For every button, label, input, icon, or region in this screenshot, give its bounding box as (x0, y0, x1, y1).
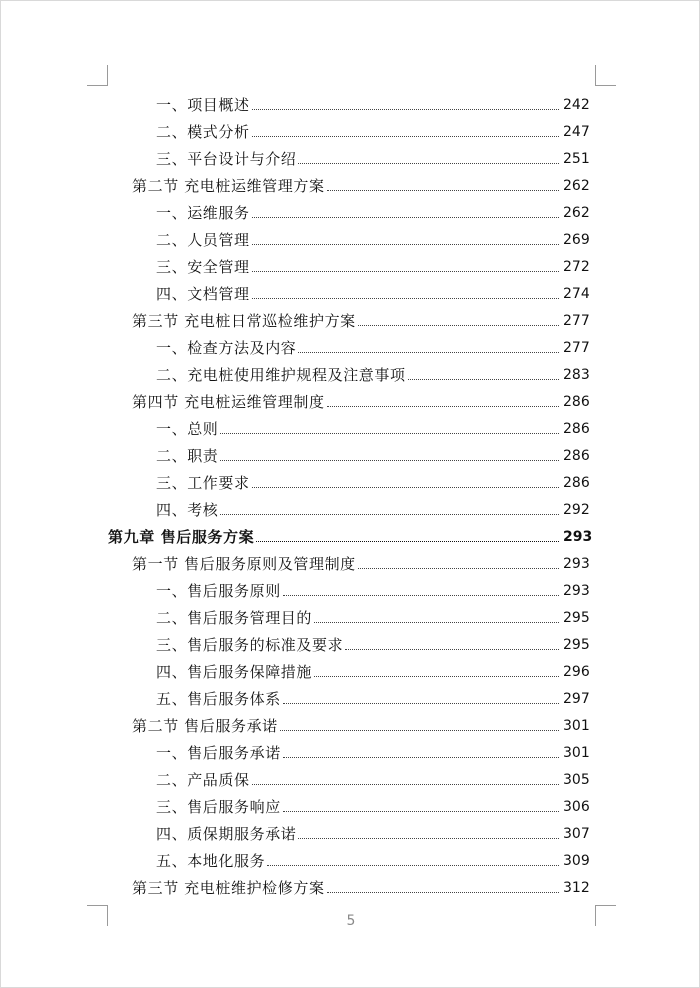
toc-entry-title: 二、职责 (156, 447, 219, 465)
toc-section-entry[interactable] (1, 710, 700, 736)
toc-subsection-entry[interactable] (1, 143, 700, 169)
toc-entry-title: 三、售后服务的标准及要求 (156, 636, 344, 654)
dot-leader (252, 270, 559, 272)
toc-subsection-entry[interactable] (1, 89, 700, 115)
toc-entry-page-number: 274 (563, 286, 590, 302)
dot-leader (267, 864, 559, 866)
toc-subsection-entry[interactable] (1, 116, 700, 142)
page-number: 5 (346, 913, 356, 929)
toc-entry-title: 二、充电桩使用维护规程及注意事项 (156, 366, 406, 384)
toc-subsection-entry[interactable] (1, 845, 700, 871)
toc-entry-page-number: 286 (563, 475, 590, 491)
dot-leader (314, 675, 559, 677)
dot-leader (256, 540, 559, 542)
toc-entry-title: 五、售后服务体系 (156, 690, 281, 708)
toc-entry-page-number: 283 (563, 367, 590, 383)
toc-entry-page-number: 277 (563, 340, 590, 356)
toc-entry-title: 一、售后服务原则 (156, 582, 281, 600)
toc-entry-page-number: 292 (563, 502, 590, 518)
toc-section-entry[interactable] (1, 386, 700, 412)
toc-section-entry[interactable] (1, 170, 700, 196)
toc-entry-page-number: 269 (563, 232, 590, 248)
dot-leader (252, 135, 559, 137)
toc-entry-title: 四、售后服务保障措施 (156, 663, 313, 681)
toc-entry-title: 三、安全管理 (156, 258, 250, 276)
toc-entry-page-number: 286 (563, 394, 590, 410)
dot-leader (252, 297, 559, 299)
dot-leader (298, 162, 559, 164)
dot-leader (252, 486, 559, 488)
toc-subsection-entry[interactable] (1, 440, 700, 466)
toc-entry-page-number: 306 (563, 799, 590, 815)
dot-leader (280, 729, 559, 731)
toc-entry-page-number: 296 (563, 664, 590, 680)
toc-subsection-entry[interactable] (1, 197, 700, 223)
toc-entry-page-number: 297 (563, 691, 590, 707)
toc-subsection-entry[interactable] (1, 683, 700, 709)
toc-entry-page-number: 309 (563, 853, 590, 869)
dot-leader (252, 216, 559, 218)
toc-entry-page-number: 247 (563, 124, 590, 140)
toc-subsection-entry[interactable] (1, 818, 700, 844)
dot-leader (327, 189, 559, 191)
toc-subsection-entry[interactable] (1, 359, 700, 385)
toc-entry-page-number: 262 (563, 178, 590, 194)
dot-leader (283, 702, 559, 704)
toc-entry-page-number: 293 (563, 583, 590, 599)
toc-entry-title: 二、人员管理 (156, 231, 250, 249)
toc-entry-title: 第三节 充电桩维护检修方案 (132, 879, 325, 897)
toc-subsection-entry[interactable] (1, 656, 700, 682)
toc-subsection-entry[interactable] (1, 224, 700, 250)
toc-entry-title: 五、本地化服务 (156, 852, 266, 870)
toc-entry-title: 一、检查方法及内容 (156, 339, 297, 357)
toc-subsection-entry[interactable] (1, 791, 700, 817)
toc-entry-title: 四、文档管理 (156, 285, 250, 303)
toc-entry-page-number: 312 (563, 880, 590, 896)
toc-entry-title: 一、运维服务 (156, 204, 250, 222)
toc-chapter-entry[interactable] (1, 521, 700, 547)
dot-leader (252, 243, 559, 245)
dot-leader (220, 432, 559, 434)
toc-subsection-entry[interactable] (1, 737, 700, 763)
toc-entry-title: 第九章 售后服务方案 (108, 528, 255, 546)
dot-leader (252, 783, 559, 785)
toc-entry-title: 四、质保期服务承诺 (156, 825, 297, 843)
dot-leader (283, 594, 559, 596)
toc-entry-title: 二、模式分析 (156, 123, 250, 141)
dot-leader (327, 405, 559, 407)
toc-entry-title: 二、售后服务管理目的 (156, 609, 313, 627)
toc-entry-page-number: 295 (563, 610, 590, 626)
toc-subsection-entry[interactable] (1, 332, 700, 358)
corner-mark-top-left (87, 65, 108, 86)
toc-subsection-entry[interactable] (1, 413, 700, 439)
dot-leader (298, 837, 559, 839)
toc-section-entry[interactable] (1, 305, 700, 331)
toc-subsection-entry[interactable] (1, 602, 700, 628)
toc-entry-page-number: 272 (563, 259, 590, 275)
toc-entry-title: 四、考核 (156, 501, 219, 519)
toc-entry-title: 二、产品质保 (156, 771, 250, 789)
toc-subsection-entry[interactable] (1, 467, 700, 493)
toc-entry-page-number: 301 (563, 745, 590, 761)
toc-entry-title: 一、售后服务承诺 (156, 744, 281, 762)
toc-section-entry[interactable] (1, 548, 700, 574)
toc-subsection-entry[interactable] (1, 764, 700, 790)
toc-entry-page-number: 307 (563, 826, 590, 842)
toc-entry-page-number: 295 (563, 637, 590, 653)
toc-subsection-entry[interactable] (1, 251, 700, 277)
dot-leader (283, 756, 559, 758)
toc-subsection-entry[interactable] (1, 575, 700, 601)
dot-leader (220, 459, 559, 461)
dot-leader (327, 891, 559, 893)
dot-leader (358, 567, 559, 569)
toc-entry-page-number: 242 (563, 97, 590, 113)
toc-entry-title: 第二节 充电桩运维管理方案 (132, 177, 325, 195)
dot-leader (345, 648, 559, 650)
toc-section-entry[interactable] (1, 872, 700, 898)
dot-leader (358, 324, 559, 326)
toc-entry-page-number: 251 (563, 151, 590, 167)
toc-entry-title: 一、总则 (156, 420, 219, 438)
toc-entry-page-number: 286 (563, 448, 590, 464)
toc-entry-page-number: 301 (563, 718, 590, 734)
toc-entry-page-number: 293 (563, 529, 593, 545)
corner-mark-top-right (595, 65, 616, 86)
toc-entry-page-number: 286 (563, 421, 590, 437)
toc-subsection-entry[interactable] (1, 278, 700, 304)
dot-leader (298, 351, 559, 353)
toc-entry-page-number: 277 (563, 313, 590, 329)
toc-entry-title: 三、平台设计与介绍 (156, 150, 297, 168)
toc-entry-page-number: 293 (563, 556, 590, 572)
toc-entry-title: 第二节 售后服务承诺 (132, 717, 278, 735)
toc-entry-title: 第四节 充电桩运维管理制度 (132, 393, 325, 411)
toc-subsection-entry[interactable] (1, 629, 700, 655)
toc-entry-page-number: 262 (563, 205, 590, 221)
dot-leader (220, 513, 559, 515)
toc-entry-title: 第一节 售后服务原则及管理制度 (132, 555, 356, 573)
toc-subsection-entry[interactable] (1, 494, 700, 520)
dot-leader (283, 810, 559, 812)
dot-leader (314, 621, 559, 623)
toc-entry-page-number: 305 (563, 772, 590, 788)
toc-entry-title: 一、项目概述 (156, 96, 250, 114)
toc-entry-title: 三、售后服务响应 (156, 798, 281, 816)
dot-leader (252, 108, 559, 110)
toc-entry-title: 三、工作要求 (156, 474, 250, 492)
dot-leader (408, 378, 559, 380)
toc-entry-title: 第三节 充电桩日常巡检维护方案 (132, 312, 356, 330)
